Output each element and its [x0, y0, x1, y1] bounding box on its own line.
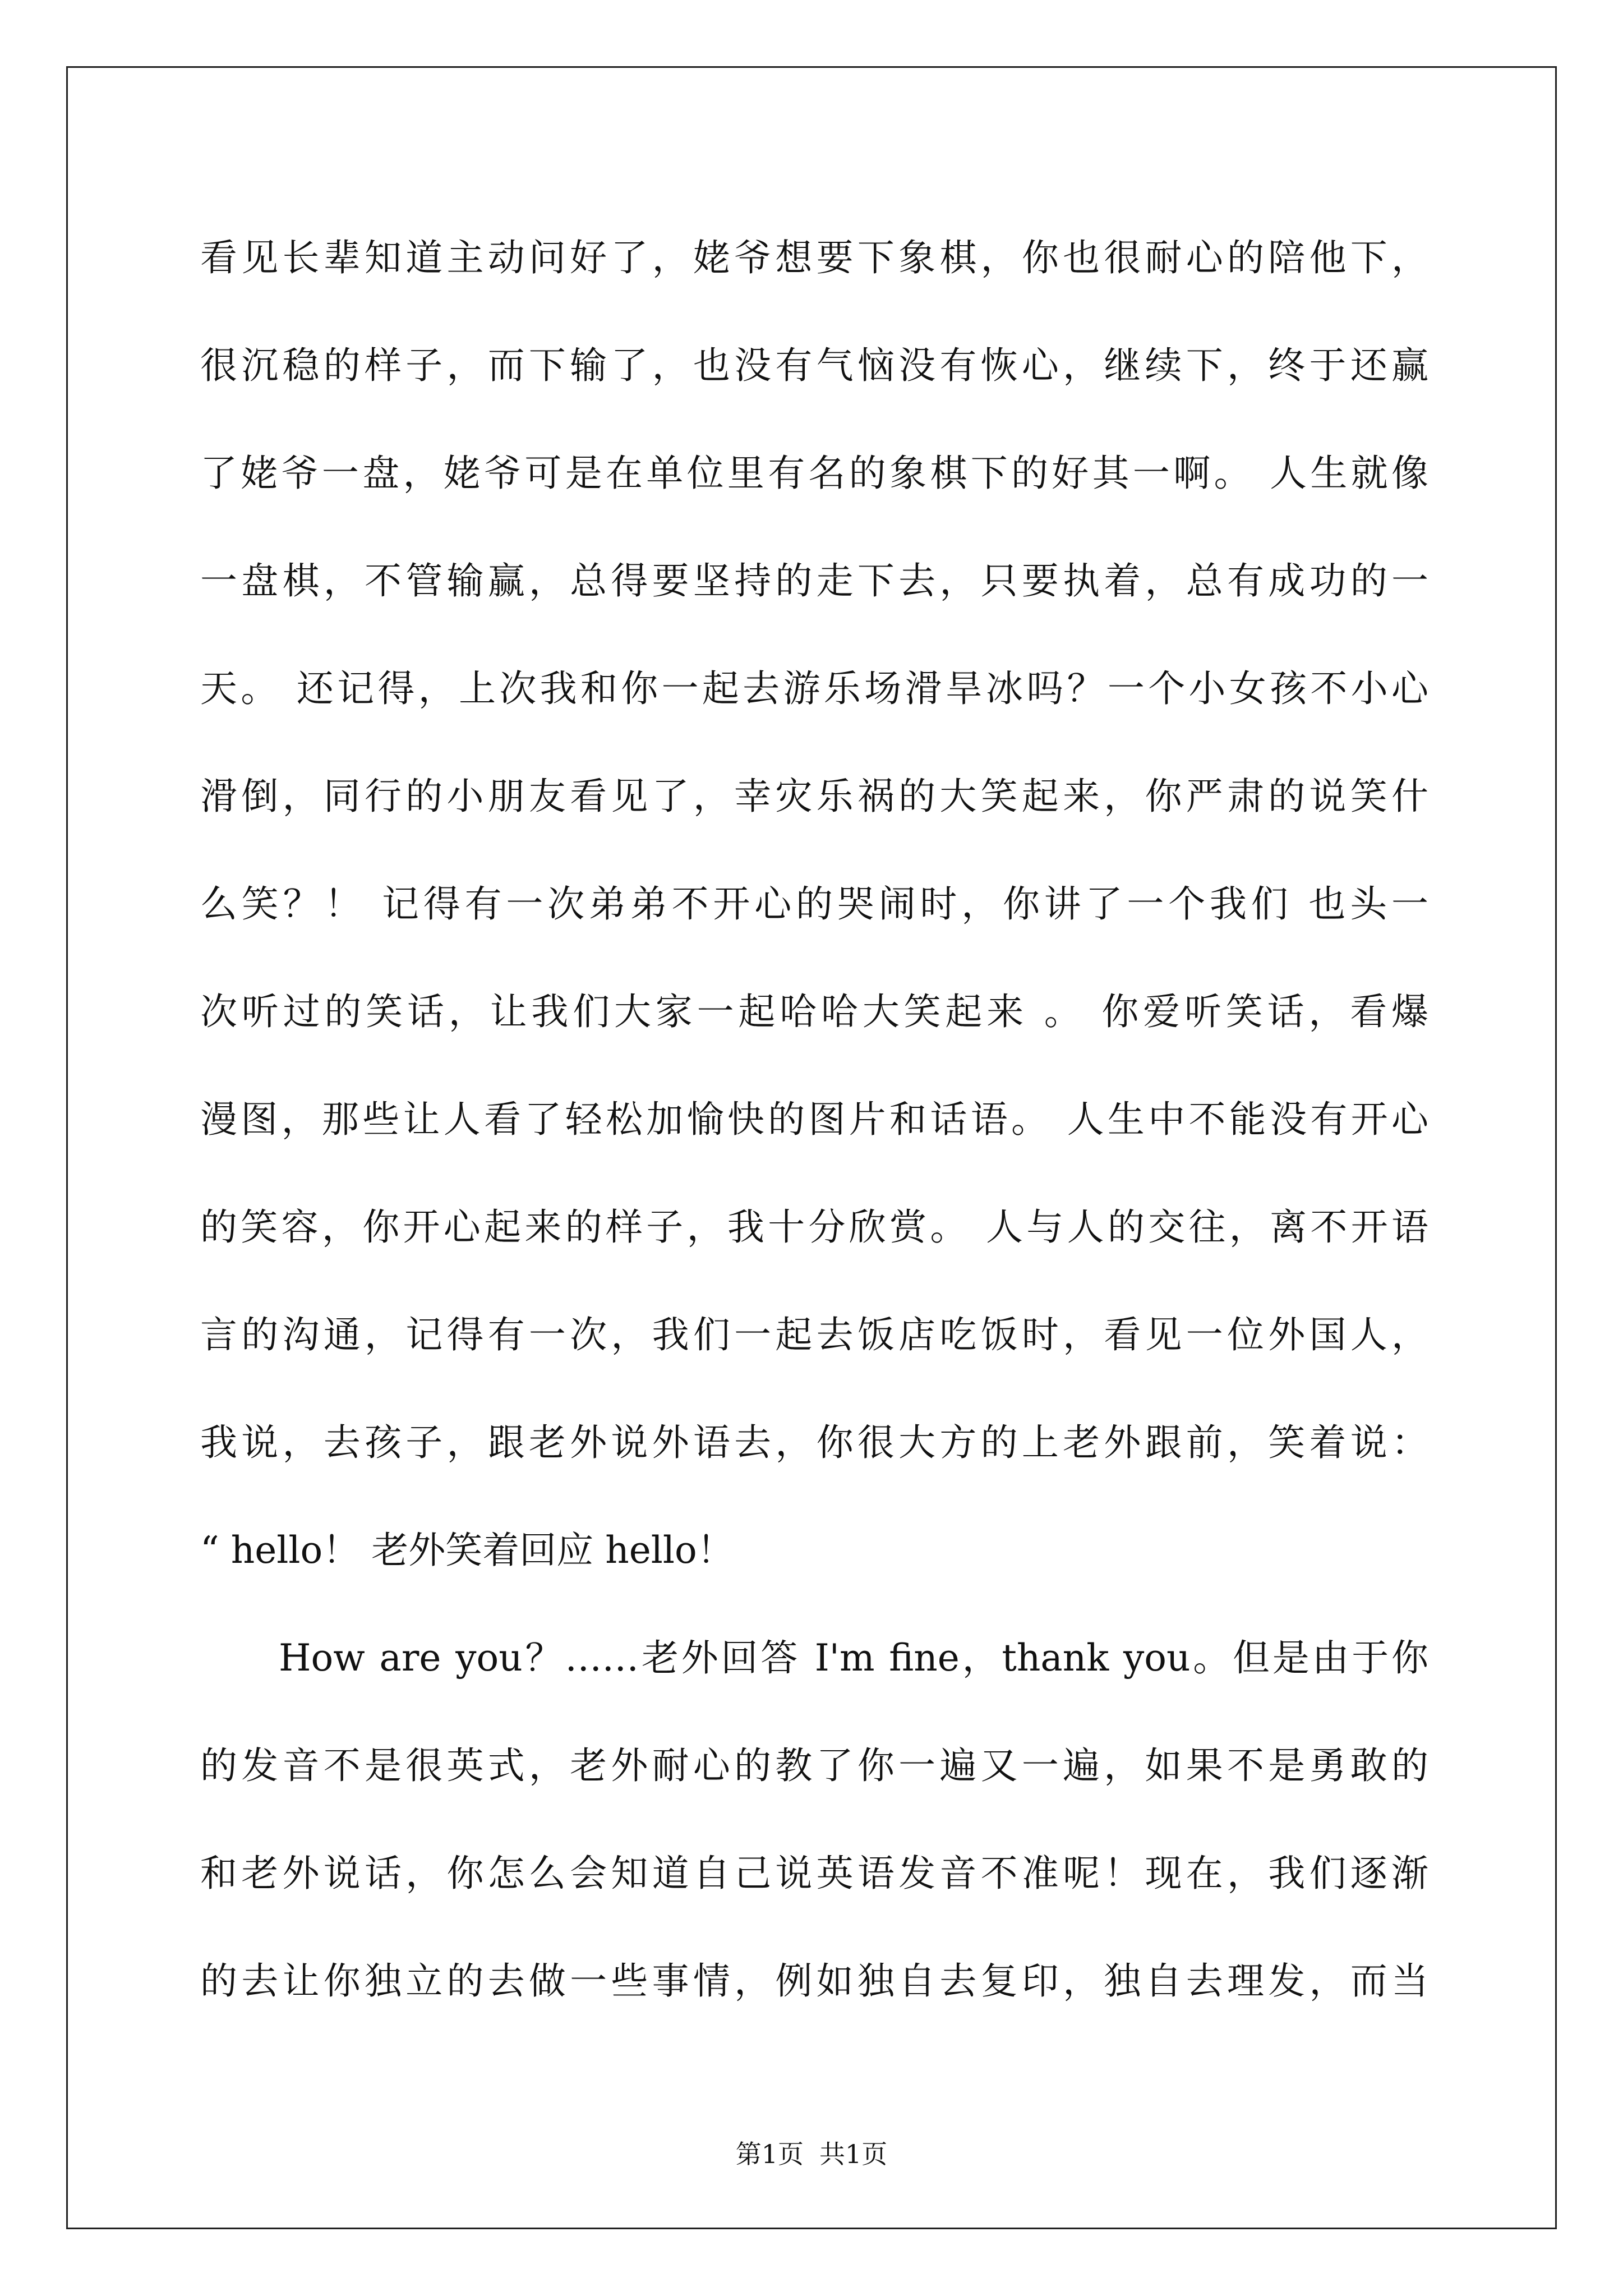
text-line: 滑倒，同行的小朋友看见了，幸灾乐祸的大笑起来，你严肃的说笑什 [200, 775, 1428, 818]
text-line: 一盘棋，不管输赢，总得要坚持的走下去，只要执着，总有成功的一 [200, 559, 1428, 602]
text-line: 么笑？！ 记得有一次弟弟不开心的哭闹时，你讲了一个我们 也头一 [200, 882, 1428, 926]
text-line: 的发音不是很英式，老外耐心的教了你一遍又一遍，如果不是勇敢的 [200, 1744, 1428, 1787]
text-line: 次听过的笑话，让我们大家一起哈哈大笑起来 。 你爱听笑话，看爆 [200, 990, 1428, 1033]
document-body [200, 204, 1428, 2035]
text-line: 我说，去孩子，跟老外说外语去，你很大方的上老外跟前，笑着说： [200, 1421, 1428, 1464]
page-number: 第1页 [735, 2139, 804, 2169]
text-line: 和老外说话，你怎么会知道自己说英语发音不准呢！现在，我们逐渐 [200, 1852, 1428, 1895]
text-line: 的笑容，你开心起来的样子，我十分欣赏。 人与人的交往，离不开语 [200, 1205, 1428, 1249]
text-line: 看见长辈知道主动问好了，姥爷想要下象棋，你也很耐心的陪他下， [200, 236, 1428, 279]
text-line: 言的沟通，记得有一次，我们一起去饭店吃饭时，看见一位外国人， [200, 1313, 1428, 1356]
page-total: 共1页 [819, 2139, 888, 2169]
text-line: “ hello！ 老外笑着回应 hello！ [200, 1529, 734, 1572]
text-line: 漫图，那些让人看了轻松加愉快的图片和话语。 人生中不能没有开心 [200, 1098, 1428, 1141]
text-line: 了姥爷一盘，姥爷可是在单位里有名的象棋下的好其一啊。 人生就像 [200, 452, 1428, 495]
page-footer [0, 2137, 1623, 2171]
text-line: How are you？……老外回答 I'm fine，thank you。但是由于你 [279, 1636, 1428, 1680]
text-line: 天。 还记得，上次我和你一起去游乐场滑旱冰吗？一个小女孩不小心 [200, 667, 1428, 710]
text-line: 很沉稳的样子，而下输了，也没有气恼没有恢心，继续下，终于还赢 [200, 344, 1428, 387]
text-line: 的去让你独立的去做一些事情，例如独自去复印，独自去理发，而当 [200, 1959, 1428, 2003]
